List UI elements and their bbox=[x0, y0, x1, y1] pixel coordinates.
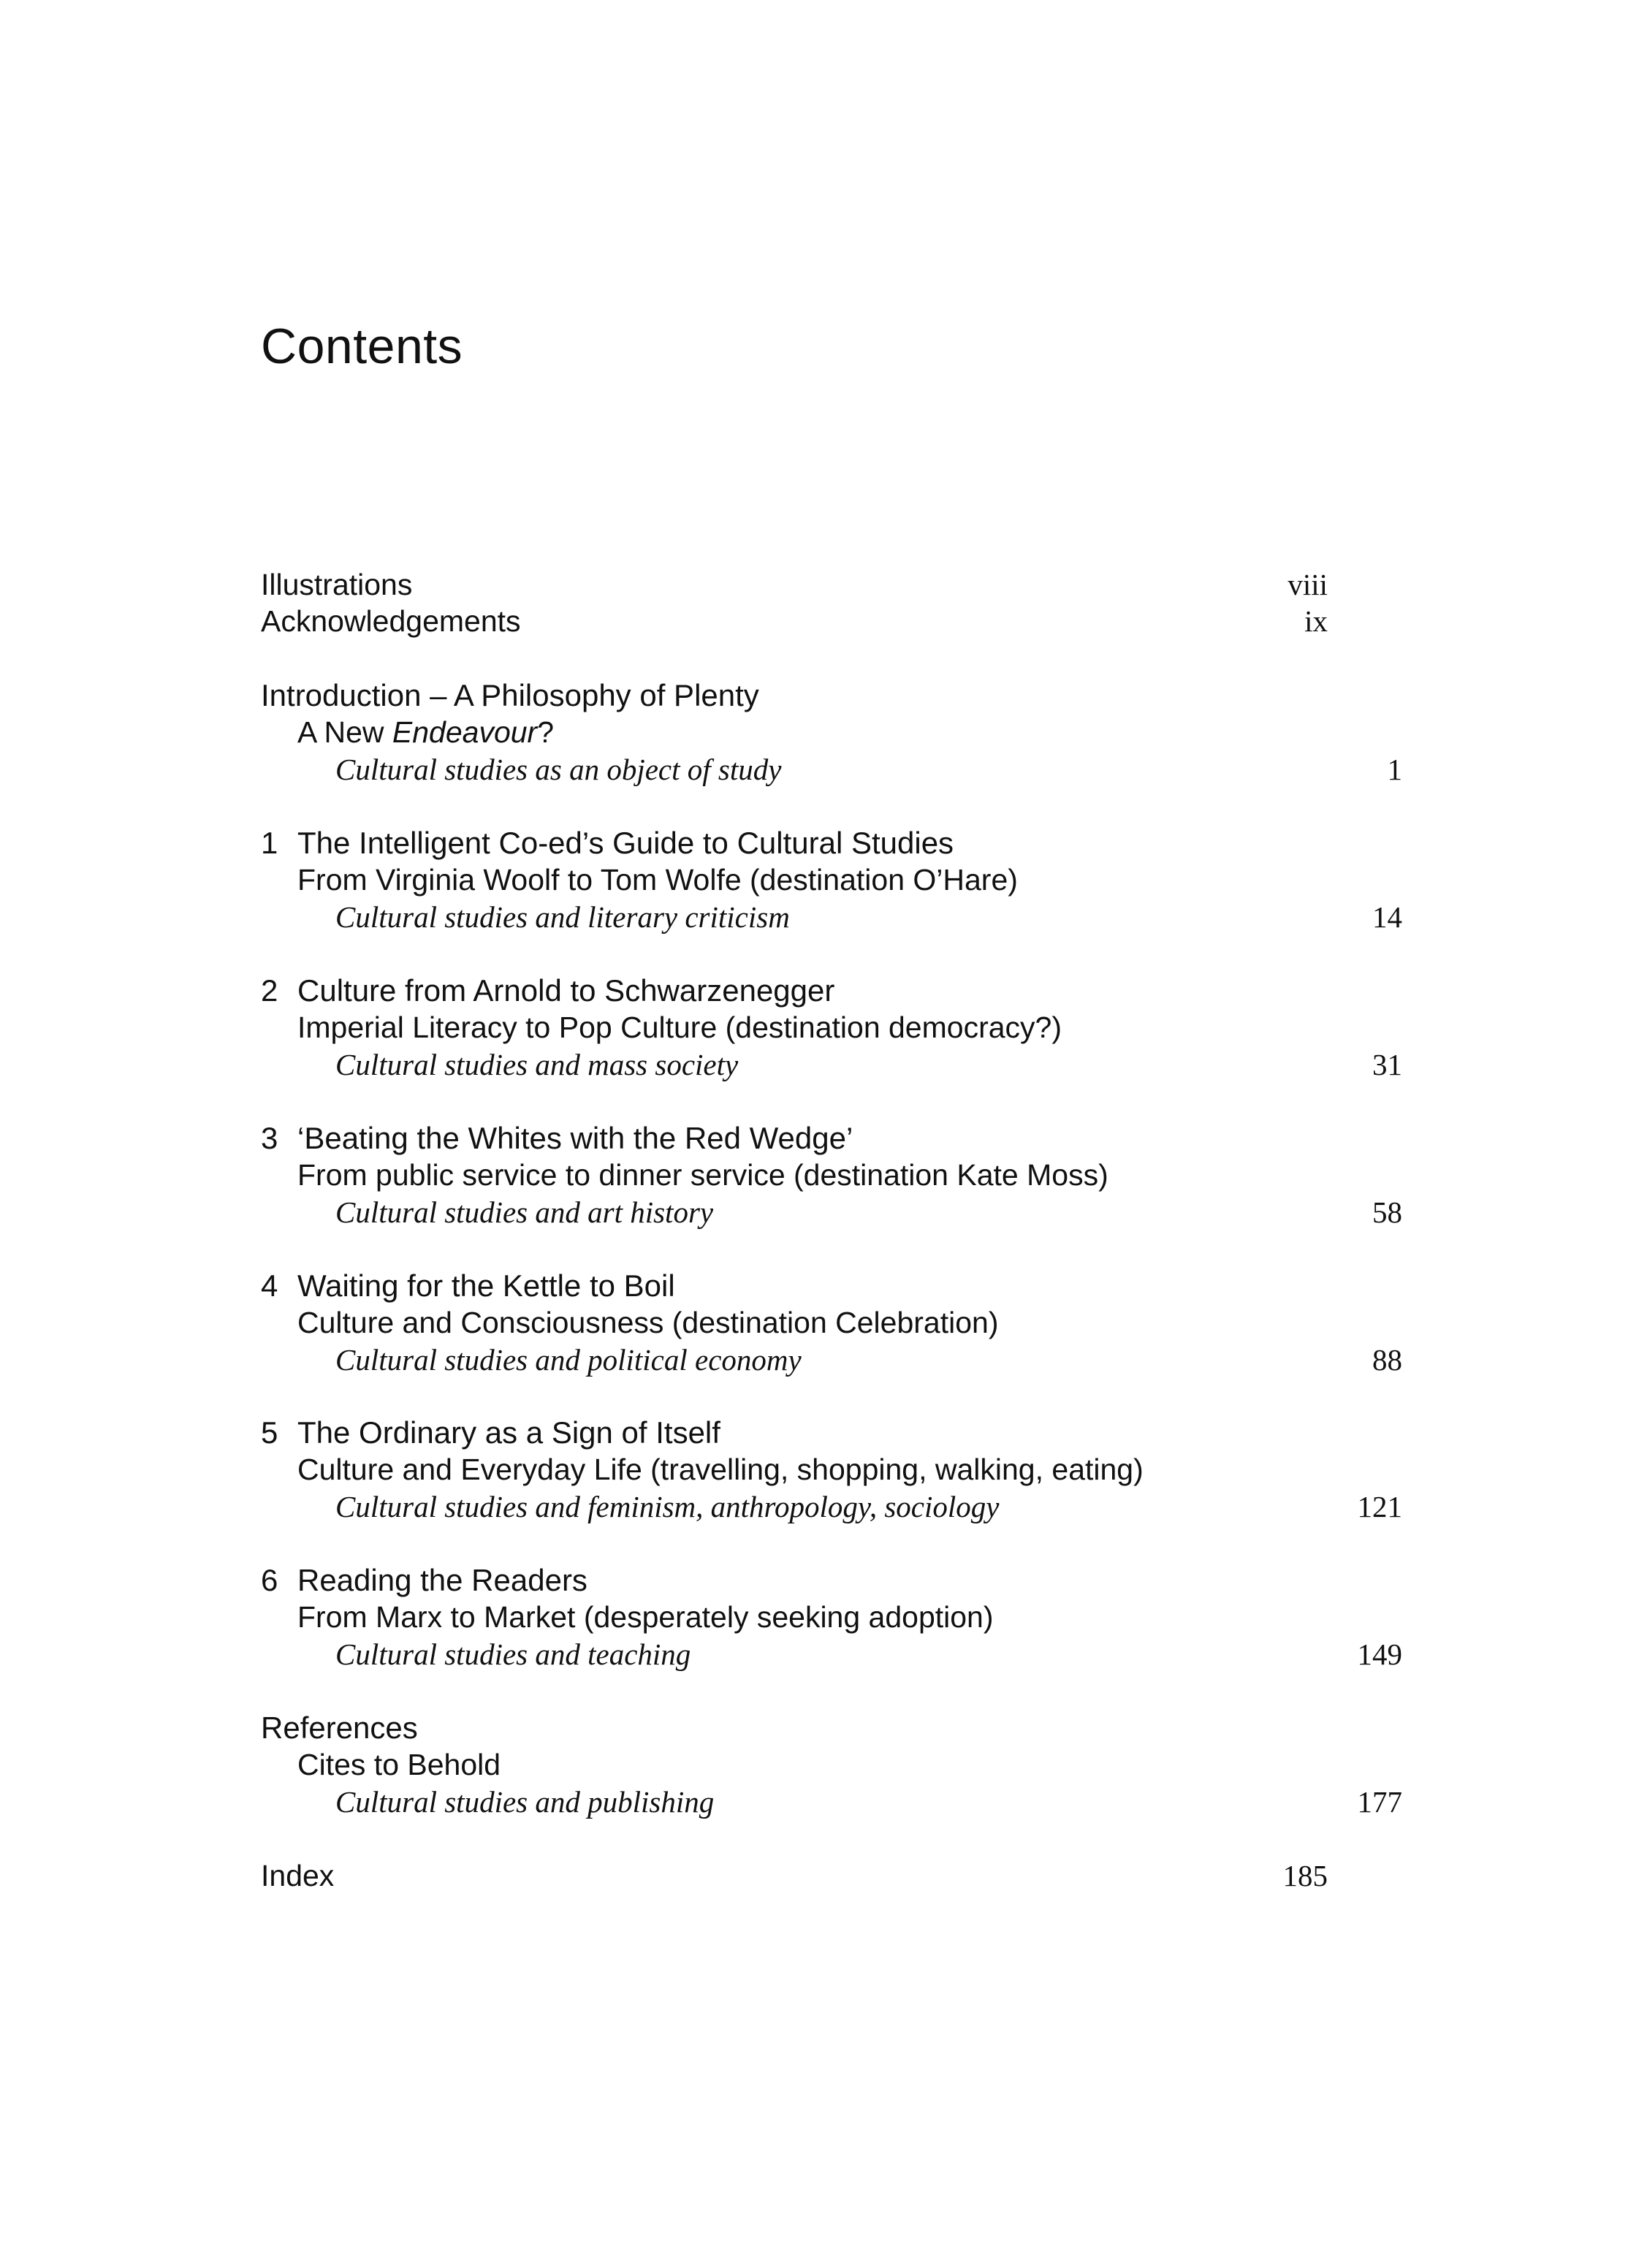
toc-entry-label: Acknowledgements bbox=[261, 604, 521, 638]
toc-page-number: viii bbox=[1287, 568, 1328, 601]
toc-chapter-6-heading[interactable] bbox=[261, 1561, 1328, 1599]
toc-subtitle-text: From Virginia Woolf to Tom Wolfe (destination O’Hare) bbox=[297, 863, 1018, 897]
chapter-number: 2 bbox=[261, 973, 278, 1008]
toc-chapter-1-italic bbox=[261, 898, 1402, 936]
toc-italic-text: Cultural studies and teaching bbox=[335, 1637, 691, 1671]
toc-heading-text: Reading the Readers bbox=[297, 1563, 587, 1597]
toc-entry-illustrations[interactable] bbox=[261, 566, 1328, 604]
page-title: Contents bbox=[261, 319, 463, 374]
toc-subtitle-text: Cites to Behold bbox=[297, 1748, 501, 1781]
toc-page-number: 14 bbox=[1372, 900, 1402, 934]
toc-subtitle-text: From Marx to Market (desperately seeking adoption) bbox=[297, 1600, 994, 1634]
toc-subtitle-prefix: A New bbox=[297, 715, 392, 749]
toc-heading-text: References bbox=[261, 1710, 418, 1745]
toc-chapter-3-subtitle bbox=[261, 1156, 1364, 1194]
toc-subtitle-text: Culture and Everyday Life (travelling, shopping, walking, eating) bbox=[297, 1453, 1144, 1486]
toc-page-number: 1 bbox=[1387, 753, 1402, 786]
toc-page-number: 88 bbox=[1372, 1343, 1402, 1377]
toc-chapter-6-subtitle bbox=[261, 1598, 1364, 1636]
toc-heading-text: Introduction – A Philosophy of Plenty bbox=[261, 678, 759, 712]
chapter-number: 1 bbox=[261, 826, 278, 860]
toc-italic-text: Cultural studies and art history bbox=[335, 1195, 714, 1229]
toc-entry-acknowledgements[interactable] bbox=[261, 602, 1328, 640]
toc-page-number: 31 bbox=[1372, 1048, 1402, 1081]
toc-heading-text: Culture from Arnold to Schwarzenegger bbox=[297, 973, 835, 1008]
toc-chapter-2-heading[interactable] bbox=[261, 972, 1328, 1010]
toc-introduction-heading[interactable] bbox=[261, 677, 1328, 715]
toc-italic-text: Cultural studies and publishing bbox=[335, 1785, 715, 1819]
toc-heading-text: ‘Beating the Whites with the Red Wedge’ bbox=[297, 1121, 853, 1155]
toc-chapter-5-subtitle bbox=[261, 1450, 1364, 1488]
toc-chapter-3-italic bbox=[261, 1193, 1402, 1231]
toc-subtitle-text: Imperial Literacy to Pop Culture (destination democracy?) bbox=[297, 1011, 1062, 1044]
toc-page-number: 58 bbox=[1372, 1195, 1402, 1229]
toc-references-italic bbox=[261, 1783, 1402, 1821]
chapter-number: 3 bbox=[261, 1121, 278, 1155]
toc-page-number: 185 bbox=[1282, 1859, 1328, 1892]
toc-italic-text: Cultural studies and political economy bbox=[335, 1343, 802, 1377]
toc-subtitle-text: Culture and Consciousness (destination Celebration) bbox=[297, 1306, 999, 1339]
toc-chapter-2-italic bbox=[261, 1046, 1402, 1084]
toc-chapter-4-subtitle bbox=[261, 1304, 1364, 1342]
toc-page-number: 177 bbox=[1357, 1785, 1402, 1819]
toc-subtitle-emphasis: Endeavour bbox=[392, 715, 538, 749]
toc-entry-index[interactable] bbox=[261, 1857, 1328, 1895]
toc-chapter-4-heading[interactable] bbox=[261, 1267, 1328, 1305]
toc-page-number: 121 bbox=[1357, 1490, 1402, 1523]
toc-introduction-subtitle bbox=[261, 713, 1364, 751]
toc-entry-label: Illustrations bbox=[261, 568, 413, 601]
toc-italic-text: Cultural studies and feminism, anthropology, sociology bbox=[335, 1490, 1000, 1523]
toc-introduction-italic bbox=[261, 750, 1402, 788]
toc-heading-text: Waiting for the Kettle to Boil bbox=[297, 1268, 675, 1303]
chapter-number: 4 bbox=[261, 1268, 278, 1303]
toc-page-number: ix bbox=[1304, 604, 1328, 638]
toc-chapter-1-subtitle bbox=[261, 861, 1364, 899]
chapter-number: 5 bbox=[261, 1415, 278, 1450]
chapter-number: 6 bbox=[261, 1563, 278, 1597]
toc-italic-text: Cultural studies and mass society bbox=[335, 1048, 739, 1081]
toc-subtitle-suffix: ? bbox=[537, 715, 555, 749]
toc-chapter-5-heading[interactable] bbox=[261, 1414, 1328, 1452]
toc-italic-text: Cultural studies as an object of study bbox=[335, 753, 782, 786]
toc-chapter-6-italic bbox=[261, 1635, 1402, 1673]
toc-italic-text: Cultural studies and literary criticism bbox=[335, 900, 790, 934]
toc-chapter-1-heading[interactable] bbox=[261, 824, 1328, 862]
toc-subtitle-text: From public service to dinner service (destination Kate Moss) bbox=[297, 1158, 1108, 1192]
toc-references-heading[interactable] bbox=[261, 1709, 1328, 1747]
toc-chapter-2-subtitle bbox=[261, 1008, 1364, 1046]
toc-chapter-5-italic bbox=[261, 1488, 1402, 1526]
toc-page-number: 149 bbox=[1357, 1637, 1402, 1671]
toc-heading-text: The Ordinary as a Sign of Itself bbox=[297, 1415, 720, 1450]
toc-heading-text: The Intelligent Co-ed’s Guide to Cultural Studies bbox=[297, 826, 954, 860]
toc-references-subtitle bbox=[261, 1746, 1364, 1784]
toc-chapter-4-italic bbox=[261, 1341, 1402, 1379]
toc-chapter-3-heading[interactable] bbox=[261, 1119, 1328, 1157]
toc-entry-label: Index bbox=[261, 1859, 335, 1892]
